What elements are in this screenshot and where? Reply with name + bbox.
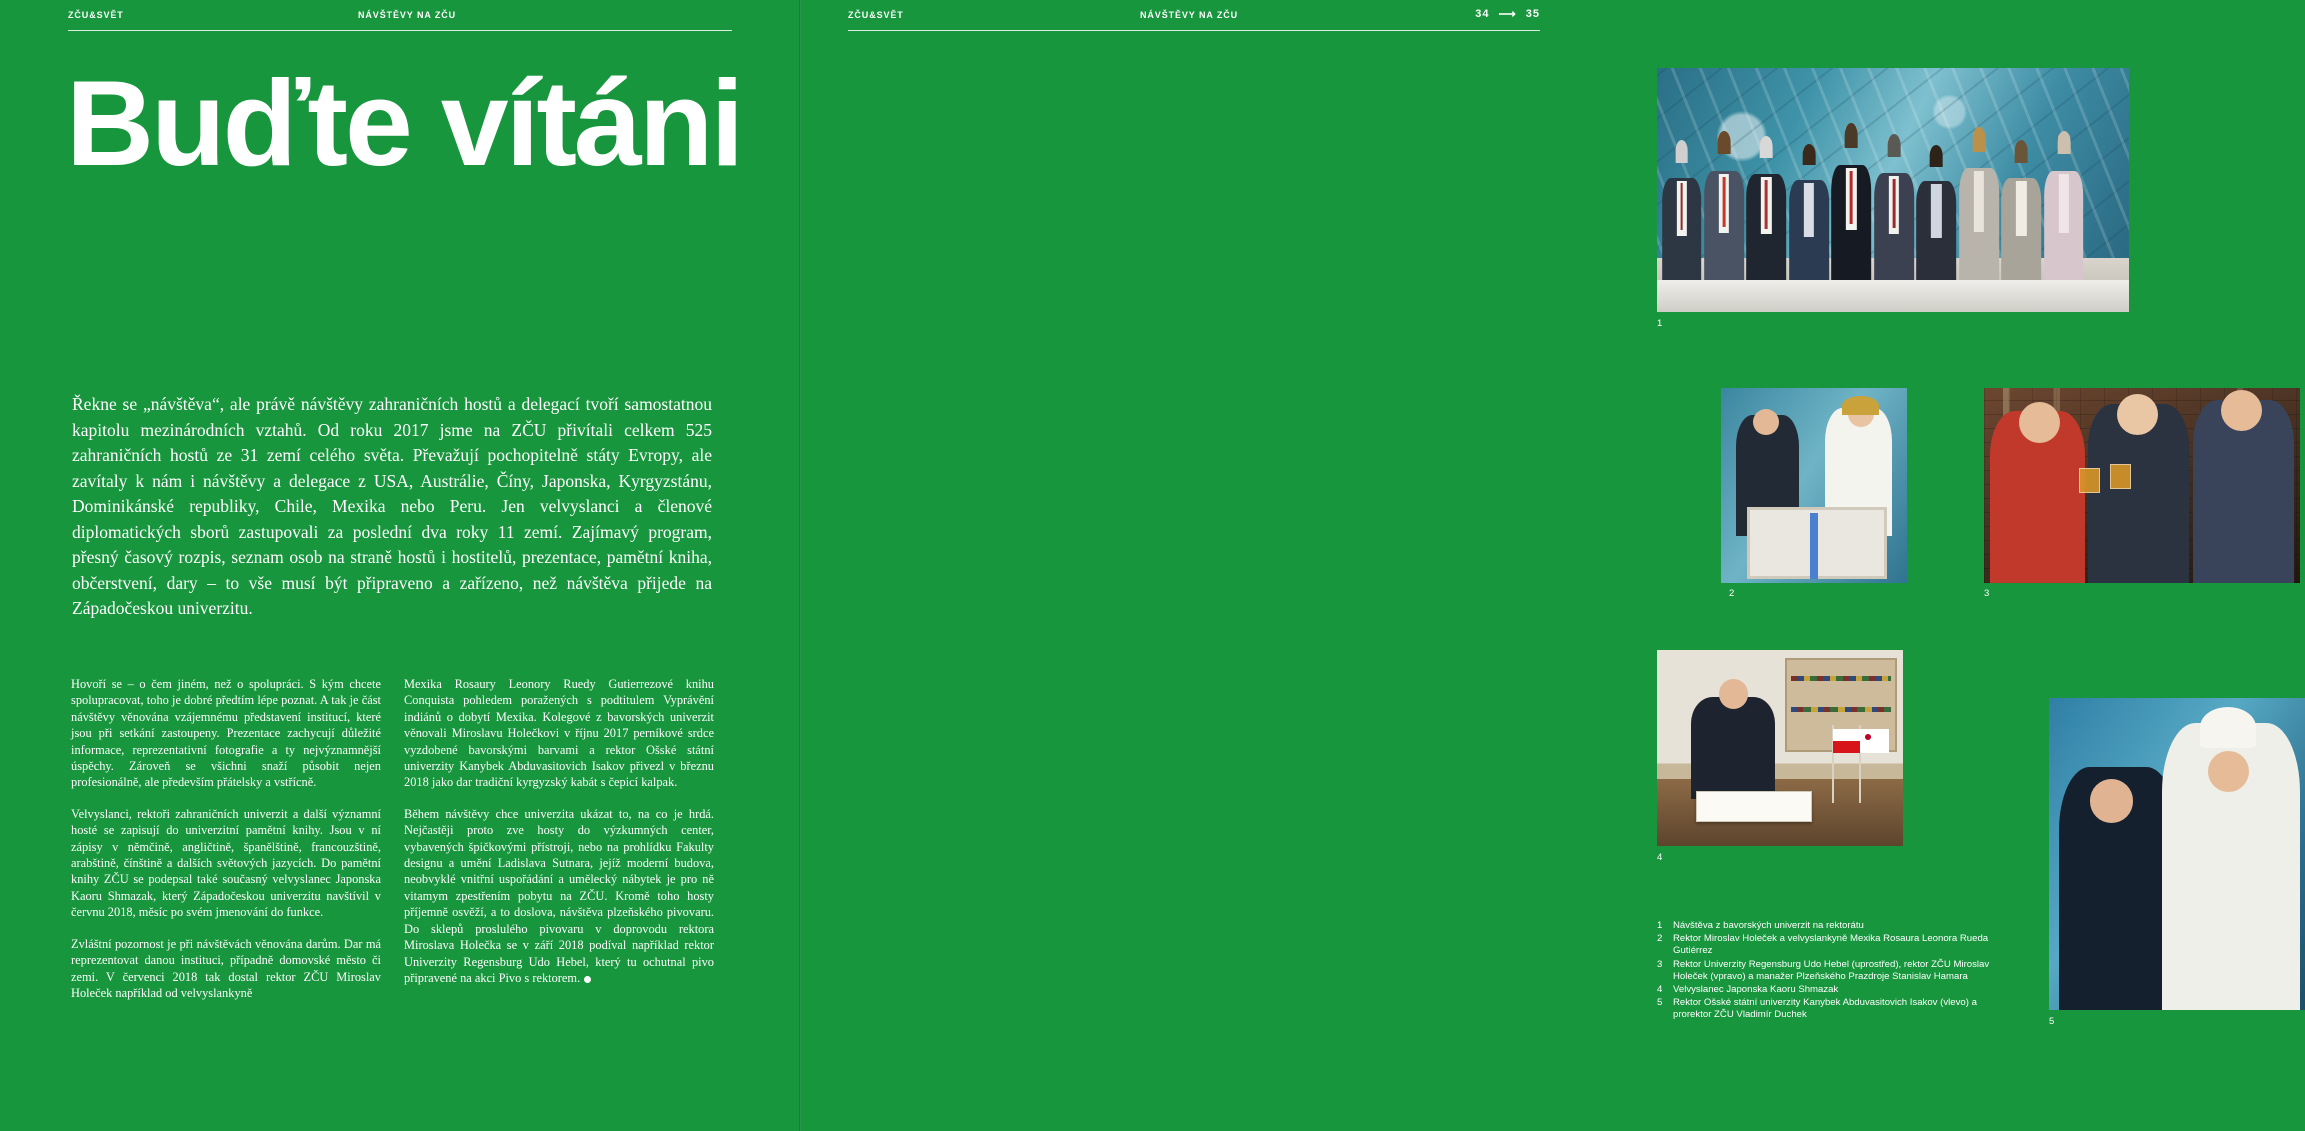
caption-number: 3 bbox=[1657, 958, 1663, 970]
photo-1-number: 1 bbox=[1657, 318, 1663, 329]
body-column-2 bbox=[404, 676, 714, 986]
caption-text: Velvyslanec Japonska Kaoru Shmazak bbox=[1673, 984, 1839, 996]
caption-text: Rektor Miroslav Holeček a velvyslankyně Mexika Rosaura Leonora Rueda Gutiérrez bbox=[1673, 933, 1989, 957]
photo-4-number: 4 bbox=[1657, 852, 1663, 863]
caption-text: Rektor Ošské státní univerzity Kanybek Abduvasitovich Isakov (vlevo) a prorektor ZČU Vladimír Duchek bbox=[1673, 997, 1977, 1021]
left-page bbox=[0, 0, 800, 1131]
photo-5 bbox=[2049, 698, 2305, 1010]
photo-3-number: 3 bbox=[1984, 588, 1990, 599]
running-head-left bbox=[0, 10, 800, 32]
photo-4-flags bbox=[1819, 725, 1883, 803]
caption-text: Rektor Univerzity Regensburg Udo Hebel (uprostřed), rektor ZČU Miroslav Holeček (vpravo) a manažer Plzeňského Prazdroje Stanislav Hamara bbox=[1673, 958, 1990, 982]
photo-2 bbox=[1721, 388, 1907, 583]
photo-2-scene bbox=[1721, 388, 1907, 583]
caption-item bbox=[1657, 959, 2017, 983]
body-column-1 bbox=[71, 676, 381, 1001]
caption-number: 5 bbox=[1657, 997, 1663, 1009]
photo-2-number: 2 bbox=[1729, 588, 1735, 599]
caption-list bbox=[1657, 920, 2017, 1023]
header-rule-right bbox=[848, 30, 1540, 31]
photo-5-scene bbox=[2049, 698, 2305, 1010]
end-mark bbox=[584, 976, 591, 983]
running-head-section: NÁVŠTĚVY NA ZČU bbox=[358, 10, 457, 20]
caption-item bbox=[1657, 984, 2017, 996]
lead-paragraph: Řekne se „návštěva“, ale právě návštěvy zahraničních hostů a delegací tvoří samostatnou kapitolu mezinárodních vztahů. Od roku 2017 jsme na ZČU přivítali celkem 525 zahraničních hostů ze 31 zemí celého světa. Převažují pochopitelně státy Evropy, ale zavítaly k nám i návštěvy a delegace z USA, Austrálie, Číny, Japonska, Kyrgyzstánu, Dominikánské republiky, Chile, Mexika nebo Peru. Jen velvyslanci a členové diplomatických sborů zastupovali za poslední dva roky 11 zemí. Zajímavý program, přesný časový rozpis, seznam osob na straně hostů i hostitelů, prezentace, pamětní kniha, občerstvení, dary – to vše musí být připraveno a zařízeno, než návštěva přijede na Západočeskou univerzitu. bbox=[72, 394, 712, 618]
photo-4-person bbox=[1691, 697, 1775, 799]
right-page bbox=[800, 0, 2055, 1131]
caption-item bbox=[1657, 933, 2017, 957]
photo-3-people bbox=[1984, 388, 2300, 583]
body-paragraph: Mexika Rosaury Leonory Ruedy Gutierrezové knihu Conquista pohledem poražených s podtitulem Vyprávění indiánů o dobytí Mexika. Kolegové z bavorských univerzit věnovali Miroslavu Holečkovi v říjnu 2017 perníkové srdce vyzdobené bavorskými barvami a rektor Ošské státní univerzity Kanybek Abduvasitovich Isakov přivezl v březnu 2018 jako dar tradiční kyrgyzský kabát s čepicí kalpak. bbox=[404, 677, 714, 790]
running-head-section: NÁVŠTĚVY NA ZČU bbox=[1140, 10, 1239, 20]
arrow-right-icon: ⟶ bbox=[1498, 7, 1517, 21]
caption-item bbox=[1657, 920, 2017, 932]
caption-number: 4 bbox=[1657, 984, 1663, 996]
caption-item bbox=[1657, 997, 2017, 1021]
photo-1-people bbox=[1657, 119, 2129, 280]
body-paragraph bbox=[404, 806, 714, 986]
header-rule-left bbox=[68, 30, 732, 31]
body-paragraph-text: Během návštěvy chce univerzita ukázat to, na co je hrdá. Nejčastěji proto zve hosty do výzkumných center, vybavených špičkovými přístroji, nebo na prohlídku Fakulty designu a umění Ladislava Sutnara, jejíž moderní budova, neobvyklé vnitřní uspořádání a umělecký nábytek je pro ně vitamym zpestřením pobytu na ZČU. Kromě toho hosty příjemně osvěží, a to doslova, návštěva plzeňského pivovaru. Do sklepů proslulého pivovaru v doprovodu rektora Miroslava Holečka se v září 2018 podíval například rektor Univerzity Regensburg Udo Hebel, který tu ochutnal pivo připravené na akci Pivo s rektorem. bbox=[404, 806, 714, 985]
body-paragraph: Velvyslanci, rektoři zahraničních univerzit a další významní hosté se zapisují do univerzitní pamětní knihy. Jsou v ní zápisy v němčině, angličtině, španělštině, francouzštině, arabštině, čínštině a dalších světových jazycích. Do pamětní knihy ZČU se podepsal také současný velvyslanec Japonska Kaoru Shmazak, který Západočeskou univerzitu navštívil v červnu 2018, měsíc po svém jmenování do funkce. bbox=[71, 806, 381, 920]
body-paragraph: Zvláštní pozornost je při návštěvách věnována darům. Dar má reprezentovat danou instituci, případně domovské město či zemi. V červenci 2018 tak dostal rektor ZČU Miroslav Holeček například od velvyslankyně bbox=[71, 936, 381, 1000]
folio-left-number: 34 bbox=[1475, 8, 1490, 20]
photo-4-memorial-book bbox=[1696, 791, 1811, 822]
photo-1 bbox=[1657, 68, 2129, 312]
photo-1-table bbox=[1657, 280, 2129, 312]
running-head-magazine: ZČU&SVĚT bbox=[848, 10, 904, 20]
body-paragraph: Hovoří se – o čem jiném, než o spolupráci. S kým chcete spolupracovat, toho je dobré předtím lépe poznat. A tak je část návštěvy věnována vzájemnému představení institucí, které jsou při setkání zastoupeny. Prezentace zachycují důležité informace, reprezentativní fotografie a ty nejvýznamnější úspěchy. Zároveň se všichni snaží působit nejen profesionálně, ale především přátelsky a vstřícně. bbox=[71, 677, 381, 790]
caption-number: 2 bbox=[1657, 933, 1663, 945]
folio bbox=[1475, 8, 1540, 20]
caption-number: 1 bbox=[1657, 920, 1663, 931]
page-title: Buďte vítáni bbox=[66, 55, 742, 191]
kalpak-hat bbox=[2200, 707, 2256, 748]
running-head-magazine: ZČU&SVĚT bbox=[68, 10, 124, 20]
photo-4 bbox=[1657, 650, 1903, 846]
photo-3 bbox=[1984, 388, 2300, 583]
photo-5-number: 5 bbox=[2049, 1016, 2055, 1027]
caption-text: Návštěva z bavorských univerzit na rektorátu bbox=[1673, 920, 1864, 931]
folio-right-number: 35 bbox=[1525, 8, 1540, 20]
